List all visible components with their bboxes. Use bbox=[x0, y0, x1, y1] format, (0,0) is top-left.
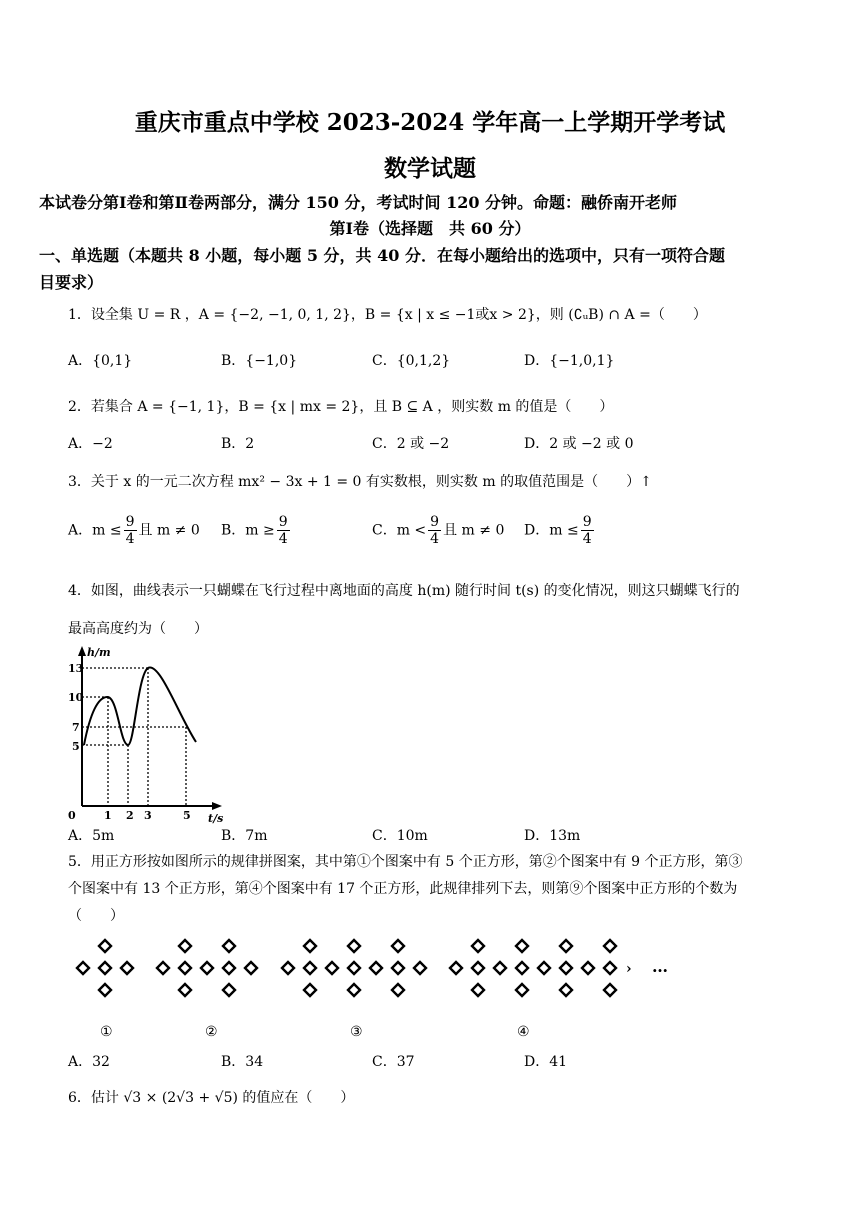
x-tick-1: 1 bbox=[104, 809, 112, 822]
q3-b-fraction bbox=[277, 514, 290, 547]
q4-stem-line2: 最高高度约为（ ） bbox=[68, 621, 208, 637]
y-tick-10: 10 bbox=[68, 691, 84, 704]
q3-c-fraction bbox=[428, 514, 441, 547]
q5-stem-line3: （ ） bbox=[68, 908, 124, 924]
q2-option-c: C．2 或 −2 bbox=[372, 436, 450, 452]
pattern-label-1: ① bbox=[100, 1024, 113, 1040]
y-tick-5: 5 bbox=[72, 740, 80, 753]
exam-title: 重庆市重点中学校 2023-2024 学年高一上学期开学考试 bbox=[134, 109, 726, 136]
q2-option-a: A．−2 bbox=[68, 436, 113, 452]
y-tick-13: 13 bbox=[68, 662, 84, 675]
q3-d-fraction bbox=[581, 514, 594, 547]
q3-a-fraction bbox=[124, 514, 137, 547]
x-axis-label: t/s bbox=[208, 812, 224, 824]
section-heading: 第Ⅰ卷（选择题 共 60 分） bbox=[329, 219, 531, 238]
y-tick-7: 7 bbox=[72, 721, 80, 734]
q4-option-c: C．10m bbox=[372, 828, 428, 844]
q3-d-prefix: D．m ≤ bbox=[524, 522, 579, 539]
fraction-numerator: 9 bbox=[430, 514, 440, 530]
q1-option-c: C．{0,1,2} bbox=[372, 353, 451, 369]
fraction-numerator: 9 bbox=[278, 514, 288, 530]
q5-option-c: C．37 bbox=[372, 1054, 415, 1070]
part-heading-line2: 目要求） bbox=[39, 273, 104, 292]
q1-option-b: B．{−1,0} bbox=[221, 353, 298, 369]
q4-option-b: B．7m bbox=[221, 828, 268, 844]
height-time-graph bbox=[68, 644, 238, 824]
q6-stem: 6．估计 √3 × (2√3 + √5) 的值应在（ ） bbox=[68, 1090, 355, 1106]
x-tick-3: 3 bbox=[144, 809, 152, 822]
q2-option-b: B．2 bbox=[221, 436, 255, 452]
q1-option-d: D．{−1,0,1} bbox=[524, 353, 615, 369]
part-heading-line1: 一、单选题（本题共 8 小题，每小题 5 分，共 40 分．在每小题给出的选项中，只有一项符合题 bbox=[39, 246, 725, 265]
q3-a-suffix: 且 m ≠ 0 bbox=[138, 522, 200, 539]
pattern-1 bbox=[77, 940, 133, 996]
fraction-denominator: 4 bbox=[125, 531, 135, 547]
y-axis-label: h/m bbox=[87, 646, 111, 659]
exam-subtitle: 数学试题 bbox=[384, 155, 476, 182]
fraction-numerator: 9 bbox=[125, 514, 135, 530]
q3-option-a bbox=[68, 514, 200, 547]
x-tick-2: 2 bbox=[126, 809, 134, 822]
q3-option-b bbox=[221, 514, 292, 547]
q3-option-c bbox=[372, 514, 504, 547]
x-tick-5: 5 bbox=[183, 809, 191, 822]
q1-option-a: A．{0,1} bbox=[68, 353, 133, 369]
q5-option-d: D．41 bbox=[524, 1054, 568, 1070]
pattern-3 bbox=[282, 940, 426, 996]
pattern-ellipsis: … bbox=[652, 957, 668, 976]
q3-c-prefix: C．m < bbox=[372, 522, 427, 539]
pattern-label-2: ② bbox=[205, 1024, 218, 1040]
q5-option-a: A．32 bbox=[68, 1054, 110, 1070]
q5-stem-line2: 个图案中有 13 个正方形，第④个图案中有 17 个正方形，此规律排列下去，则第⑨个图案中正方形的个数为 bbox=[68, 881, 738, 897]
q3-stem: 3．关于 x 的一元二次方程 mx² − 3x + 1 = 0 有实数根，则实数 m 的取值范围是（ ）↑ bbox=[68, 474, 652, 490]
x-axis-arrow bbox=[212, 802, 222, 810]
q5-stem-line1: 5．用正方形按如图所示的规律拼图案，其中第①个图案中有 5 个正方形，第②个图案中有 9 个正方形，第③ bbox=[68, 854, 743, 870]
pattern-4 bbox=[450, 940, 616, 996]
fraction-denominator: 4 bbox=[582, 531, 592, 547]
fraction-denominator: 4 bbox=[430, 531, 440, 547]
q5-option-b: B．34 bbox=[221, 1054, 264, 1070]
q2-option-d: D．2 或 −2 或 0 bbox=[524, 436, 634, 452]
pattern-4-trailing-mark: › bbox=[626, 961, 632, 977]
flight-curve bbox=[84, 668, 196, 745]
q3-c-suffix: 且 m ≠ 0 bbox=[443, 522, 505, 539]
q4-option-a: A．5m bbox=[68, 828, 115, 844]
pattern-2 bbox=[157, 940, 257, 996]
pattern-label-3: ③ bbox=[350, 1024, 363, 1040]
exam-info: 本试卷分第Ⅰ卷和第Ⅱ卷两部分，满分 150 分，考试时间 120 分钟。命题：融侨南开老师 bbox=[39, 193, 678, 212]
y-axis-arrow bbox=[78, 646, 86, 656]
q3-option-d bbox=[524, 514, 596, 547]
diamond-pattern-figure bbox=[60, 930, 700, 1010]
fraction-numerator: 9 bbox=[582, 514, 592, 530]
fraction-denominator: 4 bbox=[278, 531, 288, 547]
q2-stem: 2．若集合 A = {−1, 1}，B = {x | mx = 2}，且 B ⊆ A ，则实数 m 的值是（ ） bbox=[68, 399, 614, 415]
q3-a-prefix: A．m ≤ bbox=[68, 522, 122, 539]
origin-label: 0 bbox=[68, 809, 76, 822]
pattern-label-4: ④ bbox=[517, 1024, 530, 1040]
q4-stem-line1: 4．如图，曲线表示一只蝴蝶在飞行过程中离地面的高度 h(m) 随行时间 t(s) 的变化情况，则这只蝴蝶飞行的 bbox=[68, 583, 740, 599]
q4-option-d: D．13m bbox=[524, 828, 581, 844]
q3-b-prefix: B．m ≥ bbox=[221, 522, 275, 539]
guide-lines bbox=[82, 668, 186, 806]
q1-stem: 1．设全集 U = R ，A = {−2, −1, 0, 1, 2}，B = {x | x ≤ −1或x > 2}，则 (∁ᵤB) ∩ A =（ ） bbox=[68, 307, 707, 323]
